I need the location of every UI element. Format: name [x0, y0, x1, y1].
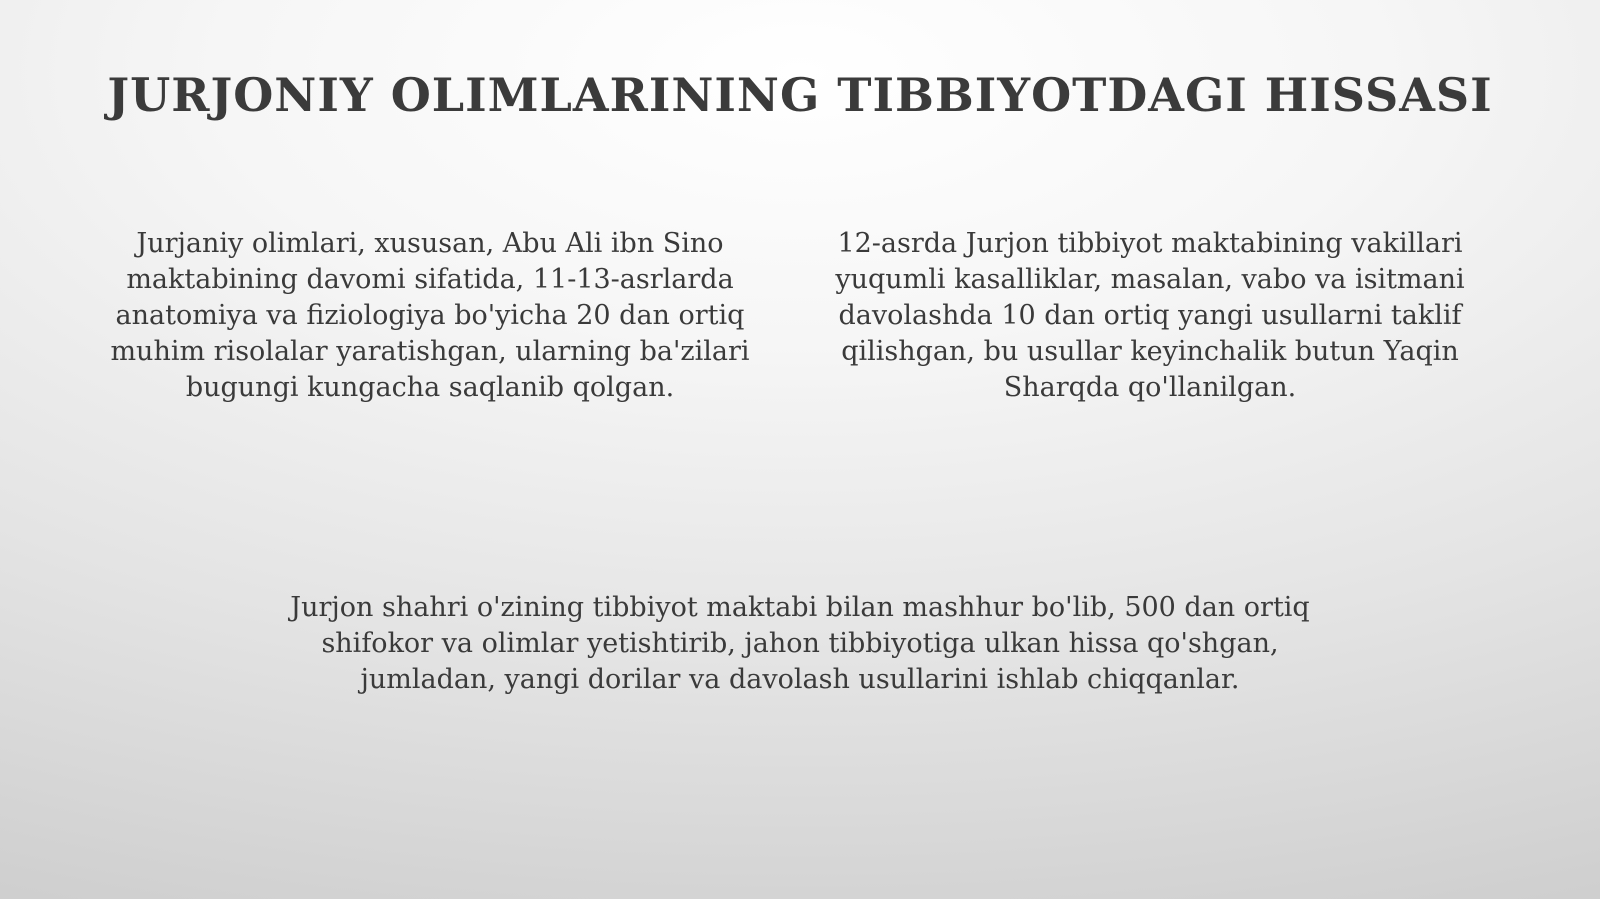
paragraph-left: Jurjaniy olimlari, xususan, Abu Ali ibn Sino maktabining davomi sifatida, 11-13-asrlarda anatomiya va fiziologiya bo'yicha 20 dan ortiq muhim risolalar yaratishgan, ularning ba'zilari bugungi kungacha saqlanib qolgan. — [110, 228, 750, 403]
paragraph-right: 12-asrda Jurjon tibbiyot maktabining vakillari yuqumli kasalliklar, masalan, vabo va isitmani davolashda 10 dan ortiq yangi usullarni taklif qilishgan, bu usullar keyinchalik butun Yaqin Sharqda qo'llanilgan. — [835, 228, 1465, 403]
slide-title: JURJONIY OLIMLARINING TIBBIYOTDAGI HISSASI — [107, 68, 1493, 122]
paragraph-bottom: Jurjon shahri o'zining tibbiyot maktabi bilan mashhur bo'lib, 500 dan ortiq shifokor va olimlar yetishtirib, jahon tibbiyotiga ulkan hissa qo'shgan, jumladan, yangi dorilar va davolash usullarini ishlab chiqqanlar. — [290, 592, 1310, 695]
